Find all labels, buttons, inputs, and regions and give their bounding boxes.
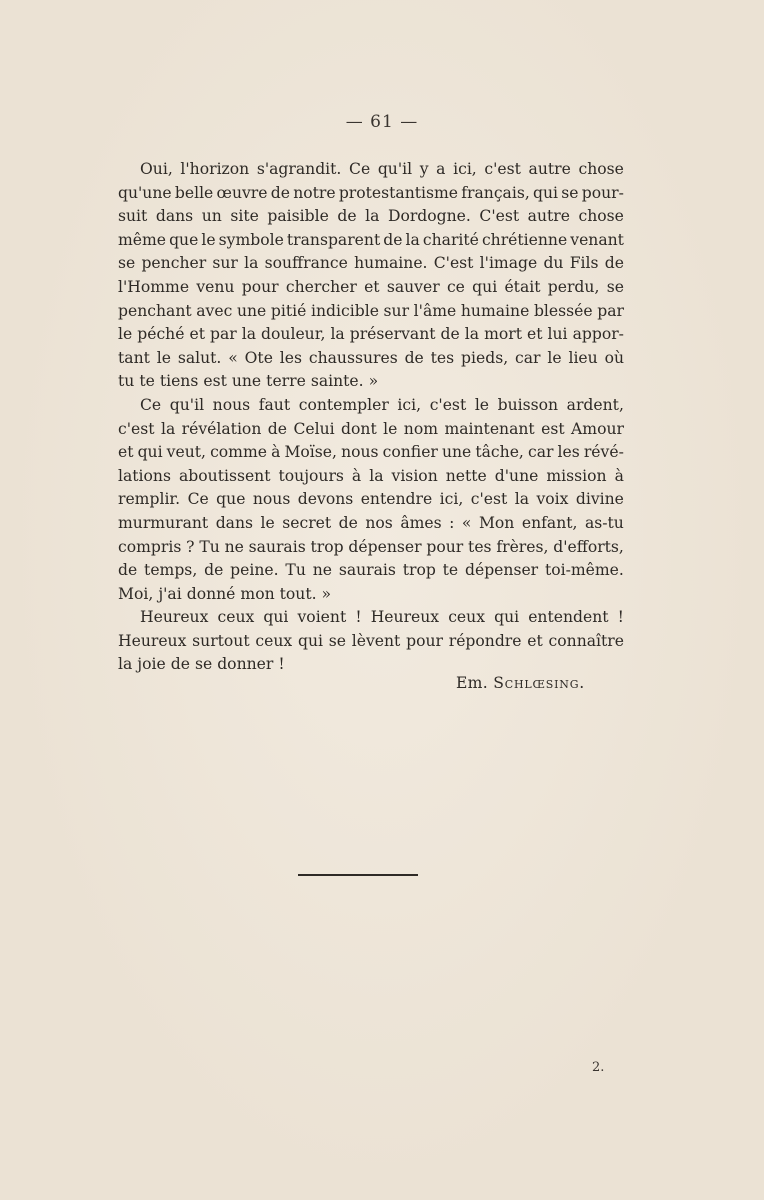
text-line: la joie de se donner ! (118, 655, 285, 674)
text-line: de temps, de peine. Tu ne saurais trop te dépenser toi-même. (118, 561, 624, 580)
paragraph (118, 606, 624, 677)
text-line: Oui, l'horizon s'agrandit. Ce qu'il y a ici, c'est autre chose (140, 160, 624, 178)
text-line: tu te tiens est une terre sainte. » (118, 372, 379, 391)
text-line: Moi, j'ai donné mon tout. » (118, 584, 332, 603)
text-line: murmurant dans le secret de nos âmes : « Mon enfant, as-tu (118, 513, 624, 532)
text-line: l'Homme venu pour chercher et sauver ce qui était perdu, se (118, 277, 624, 296)
paragraph (118, 394, 624, 606)
text-line: Heureux surtout ceux qui se lèvent pour répondre et connaître (118, 631, 624, 650)
signature-mark: 2. (592, 1060, 605, 1075)
text-line: Heureux ceux qui voient ! Heureux ceux qui entendent ! (140, 608, 624, 627)
author-signature (456, 674, 585, 692)
text-line: tant le salut. « Ote les chaussures de tes pieds, car le lieu où (118, 348, 624, 367)
text-line: remplir. Ce que nous devons entendre ici, c'est la voix divine (118, 490, 624, 509)
text-line: compris ? Tu ne saurais trop dépenser pour tes frères, d'efforts, (118, 537, 624, 556)
text-line: qu'une belle œuvre de notre protestantisme français, qui se pour- (118, 183, 624, 202)
body-text (118, 158, 624, 677)
text-line: le péché et par la douleur, la préservant de la mort et lui appor- (118, 325, 624, 344)
signature-last: Schlœsing. (493, 674, 586, 692)
text-line: lations aboutissent toujours à la vision nette d'une mission à (118, 466, 624, 485)
paragraph (118, 158, 624, 394)
text-line: c'est la révélation de Celui dont le nom maintenant est Amour (118, 419, 624, 438)
text-line: et qui veut, comme à Moïse, nous confier une tâche, car les révé- (118, 443, 624, 462)
section-divider (298, 874, 418, 876)
text-line: même que le symbole transparent de la charité chrétienne venant (118, 230, 624, 249)
page-number: — 61 — (345, 112, 419, 132)
text-line: penchant avec une pitié indicible sur l'âme humaine blessée par (118, 301, 624, 320)
text-line: Ce qu'il nous faut contempler ici, c'est le buisson ardent, (140, 395, 624, 414)
text-line: suit dans un site paisible de la Dordogne. C'est autre chose (118, 207, 624, 226)
text-line: se pencher sur la souffrance humaine. C'est l'image du Fils de (118, 254, 624, 273)
signature-first: Em. (456, 674, 489, 692)
